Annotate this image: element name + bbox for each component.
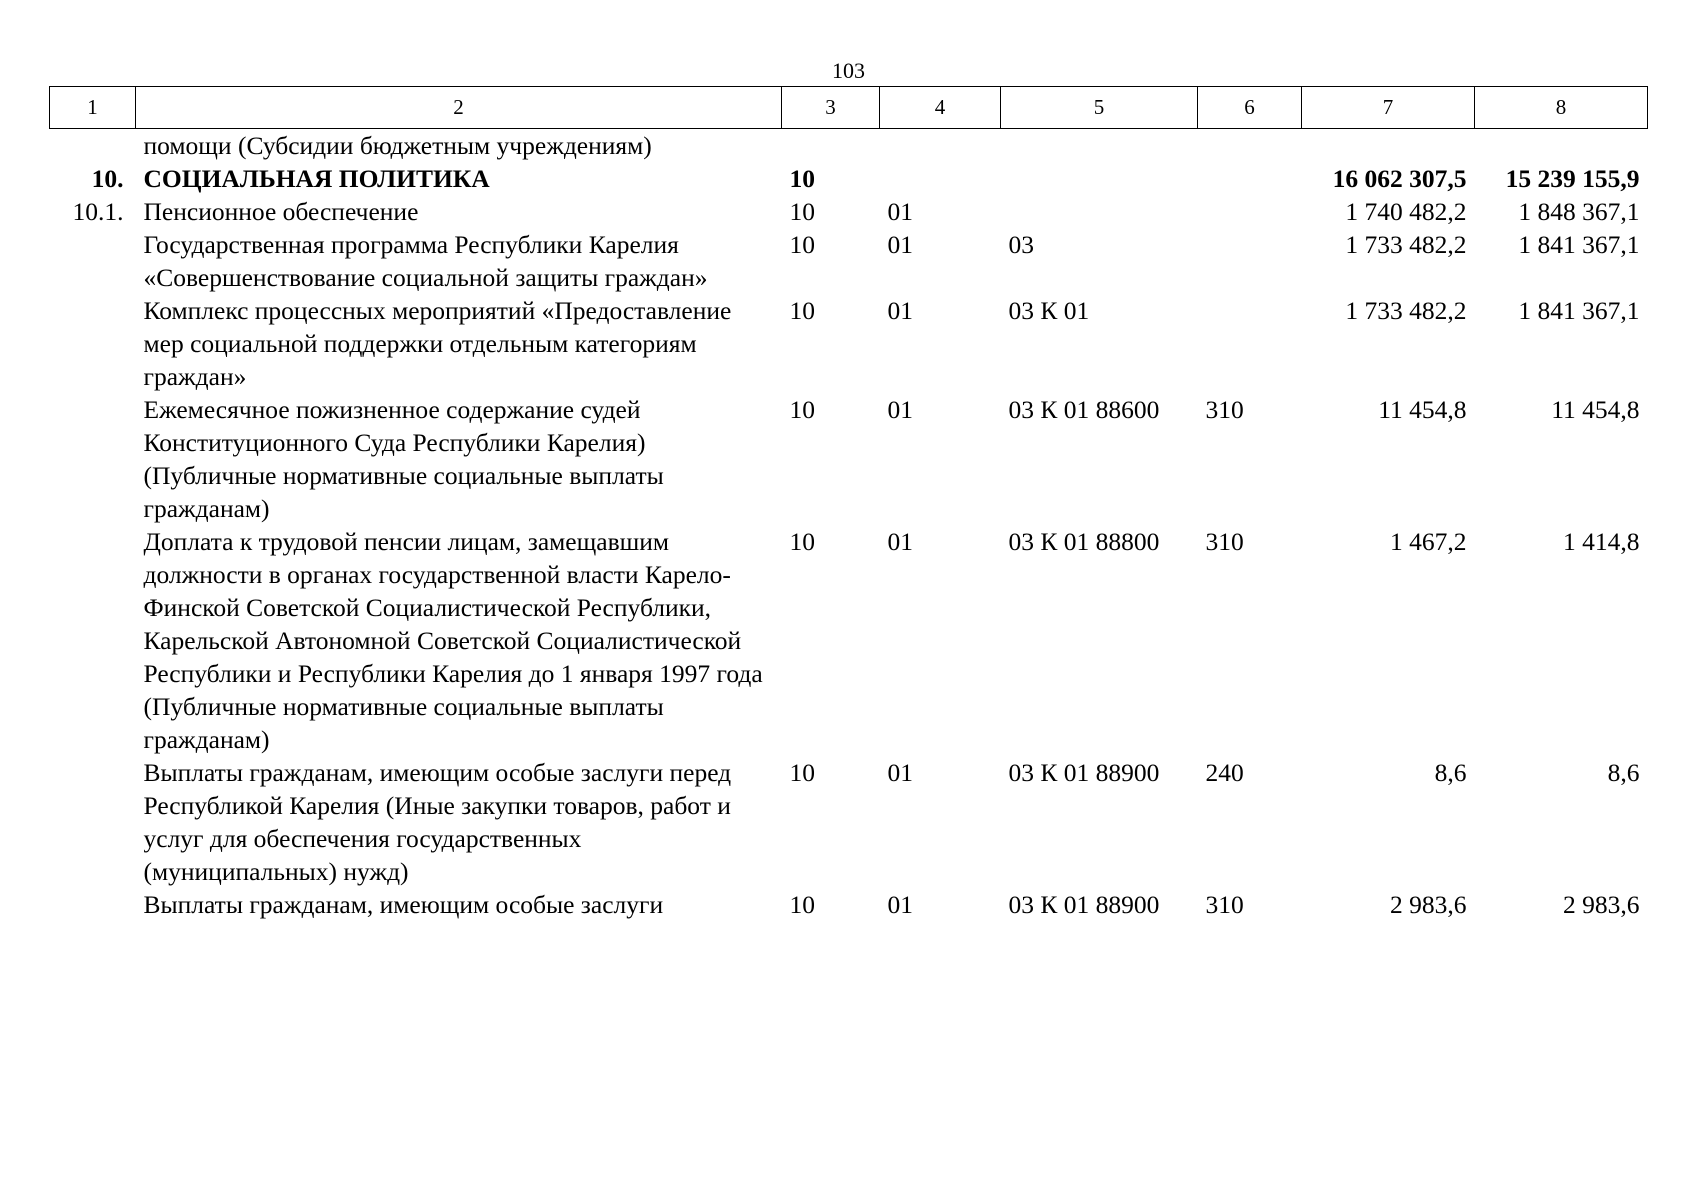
row-section: 10 [789, 296, 815, 325]
row-subsection: 01 [887, 527, 913, 556]
row-number [50, 393, 136, 525]
row-number [50, 888, 136, 921]
row-section: 10 [789, 197, 815, 226]
row-sum-1: 2 983,6 [1390, 890, 1467, 919]
row-section: 10 [789, 395, 815, 424]
row-name: Ежемесячное пожизненное содержание судей Конституционного Суда Республики Карелия) (Публичные нормативные социальные выплаты гражданам) [143, 395, 664, 523]
row-subsection [880, 162, 1001, 195]
column-header-7: 7 [1302, 87, 1475, 129]
table-header [50, 87, 1648, 129]
table-row [50, 195, 1648, 228]
row-section: 10 [789, 890, 815, 919]
row-subsection: 01 [887, 890, 913, 919]
row-number: 10.1. [72, 197, 124, 226]
row-subsection: 01 [887, 758, 913, 787]
row-subsection: 01 [887, 197, 913, 226]
column-header-2: 2 [136, 87, 782, 129]
row-sum-1: 1 733 482,2 [1345, 230, 1467, 259]
row-number [50, 294, 136, 393]
row-target-article [1001, 162, 1198, 195]
row-sum-2: 8,6 [1607, 758, 1640, 787]
row-sum-2: 1 841 367,1 [1518, 296, 1640, 325]
row-target-article [1001, 195, 1198, 228]
row-section [782, 129, 880, 163]
column-number-row [50, 87, 1648, 129]
row-sum-2: 2 983,6 [1563, 890, 1640, 919]
row-section: 10 [789, 758, 815, 787]
table-row [50, 888, 1648, 921]
row-name: Выплаты гражданам, имеющим особые заслуги перед Республикой Карелия (Иные закупки товаров, работ и услуг для обеспечения государственных (муниципальных) нужд) [143, 758, 732, 886]
row-target-article: 03 [1008, 230, 1034, 259]
column-header-4: 4 [880, 87, 1001, 129]
row-subsection: 01 [887, 395, 913, 424]
row-expense-type [1198, 228, 1302, 294]
row-expense-type [1198, 195, 1302, 228]
row-sum-1: 11 454,8 [1378, 395, 1467, 424]
row-expense-type: 310 [1205, 527, 1244, 556]
row-section: 10 [789, 527, 815, 556]
row-sum-1: 16 062 307,5 [1332, 164, 1467, 193]
column-header-6: 6 [1198, 87, 1302, 129]
page-number: 103 [832, 58, 865, 83]
row-expense-type: 310 [1205, 395, 1244, 424]
table-row [50, 129, 1648, 163]
row-sum-1: 1 467,2 [1390, 527, 1467, 556]
row-section: 10 [789, 230, 815, 259]
row-target-article: 03 К 01 88800 [1008, 527, 1160, 556]
row-sum-1 [1302, 129, 1475, 163]
table-row [50, 228, 1648, 294]
row-expense-type: 310 [1205, 890, 1244, 919]
row-sum-2 [1475, 129, 1648, 163]
row-expense-type: 240 [1205, 758, 1244, 787]
column-header-1: 1 [50, 87, 136, 129]
table-row [50, 162, 1648, 195]
row-expense-type [1198, 129, 1302, 163]
row-number [50, 129, 136, 163]
row-target-article: 03 К 01 88600 [1008, 395, 1160, 424]
table-row [50, 294, 1648, 393]
row-sum-1: 1 733 482,2 [1345, 296, 1467, 325]
row-sum-2: 15 239 155,9 [1505, 164, 1640, 193]
column-header-8: 8 [1475, 87, 1648, 129]
row-name: Пенсионное обеспечение [143, 197, 419, 226]
table-row [50, 393, 1648, 525]
row-number [50, 756, 136, 888]
row-target-article [1001, 129, 1198, 163]
row-target-article: 03 К 01 88900 [1008, 890, 1160, 919]
row-target-article: 03 К 01 [1008, 296, 1090, 325]
table-row [50, 756, 1648, 888]
row-name: СОЦИАЛЬНАЯ ПОЛИТИКА [143, 164, 490, 193]
row-sum-1: 8,6 [1434, 758, 1467, 787]
row-sum-2: 1 414,8 [1563, 527, 1640, 556]
row-number [50, 525, 136, 756]
row-sum-2: 11 454,8 [1551, 395, 1640, 424]
table-body [50, 129, 1648, 922]
row-target-article: 03 К 01 88900 [1008, 758, 1160, 787]
row-expense-type [1198, 294, 1302, 393]
row-sum-2: 1 848 367,1 [1518, 197, 1640, 226]
row-name: Выплаты гражданам, имеющим особые заслуги [143, 890, 664, 919]
row-sum-2: 1 841 367,1 [1518, 230, 1640, 259]
row-name: Государственная программа Республики Карелия «Совершенствование социальной защиты граждан» [143, 230, 708, 292]
row-name: помощи (Субсидии бюджетным учреждениям) [143, 131, 652, 160]
row-subsection: 01 [887, 230, 913, 259]
row-number [50, 228, 136, 294]
row-name: Комплекс процессных мероприятий «Предоставление мер социальной поддержки отдельным категориям граждан» [143, 296, 732, 391]
column-header-5: 5 [1001, 87, 1198, 129]
row-subsection: 01 [887, 296, 913, 325]
column-header-3: 3 [782, 87, 880, 129]
table-row [50, 525, 1648, 756]
row-name: Доплата к трудовой пенсии лицам, замещавшим должности в органах государственной власти Карело-Финской Советской Социалистической Республики, Карельской Автономной Советской Социалистической Республики и Республики Карелия до 1 января 1997 года (Публичные нормативные социальные выплаты гражданам) [143, 527, 763, 754]
row-section: 10 [789, 164, 815, 193]
row-expense-type [1198, 162, 1302, 195]
budget-table [49, 86, 1648, 921]
row-subsection [880, 129, 1001, 163]
row-number: 10. [91, 164, 124, 193]
row-sum-1: 1 740 482,2 [1345, 197, 1467, 226]
